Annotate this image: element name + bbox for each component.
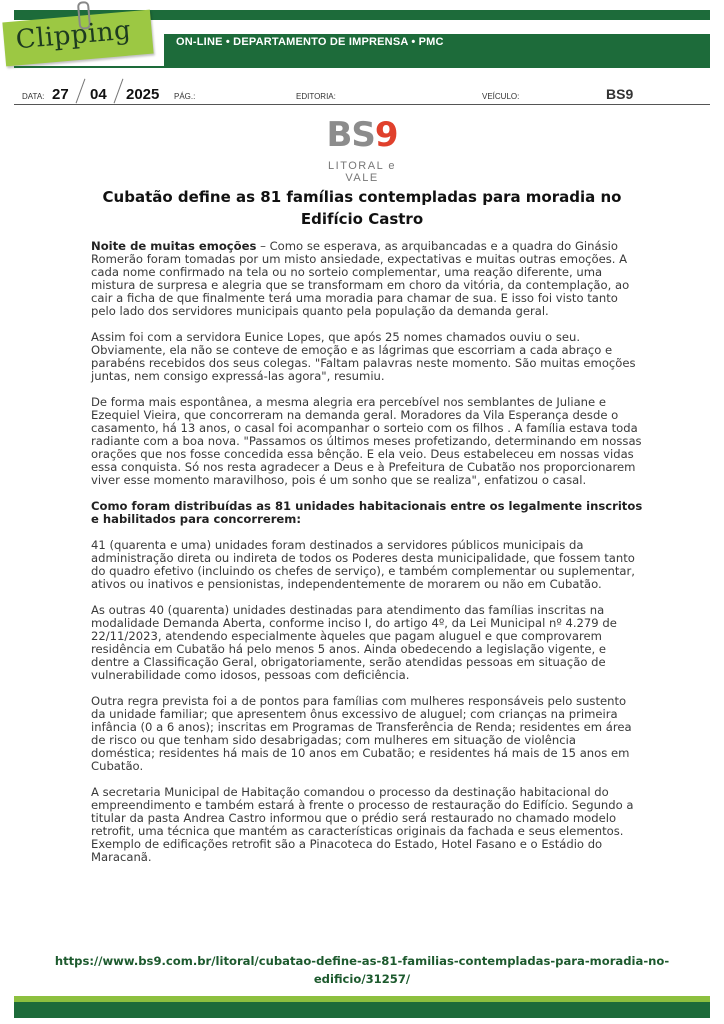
page-label: PÁG.: <box>174 92 196 101</box>
date-separator <box>114 79 124 104</box>
article-paragraph-3: De forma mais espontânea, a mesma alegria era percebível nos semblantes de Juliane e Ezequiel Vieira, que concorreram na demanda geral. Moradores da Vila Esperança desde o casamento, há 13 anos, o casal foi acompanhar o sorteio com os filhos . A família estava toda radiante com a boa nova. "Passamos os últimos meses profetizando, determinando em nossas orações que nos fosse concedida essa bênção. E ela veio. Deus estabeleceu em nossas vidas essa conquista. Só nos resta agradecer a Deus e à Prefeitura de Cubatão nos proporcionarem viver esse momento maravilhoso, pois é um sonho que se realiza", enfatizou o casal. <box>91 395 642 487</box>
footer-bar <box>14 1002 710 1018</box>
lead-bold: Noite de muitas emoções <box>91 239 257 253</box>
article-paragraph-4: 41 (quarenta e uma) unidades foram destinados a servidores públicos municipais da administração direta ou indireta de todos os Poderes desta municipalidade, que fossem tanto do quadro efetivo (incluindo os chefes de serviço), e também complementar ou suplementar, ativos ou inativos e pensionistas, independentemente de morarem ou não em Cubatão. <box>91 538 635 591</box>
header-divider <box>14 66 710 68</box>
logo-mark: BS9 <box>326 115 398 155</box>
meta-divider <box>14 104 710 105</box>
data-label: DATA: <box>22 92 45 101</box>
article-paragraph-6: Outra regra prevista foi a de pontos para famílias com mulheres responsáveis pelo sustento da unidade familiar; que apresentem ônus excessivo de aluguel; com crianças na primeira infância (0 a 6 anos); inscritas em Programas de Transferência de Renda; residentes em área de risco ou que tenham sido desabrigadas; com mulheres em situação de violência doméstica; residentes há mais de 10 anos em Cubatão; e residentes há mais de 15 anos em Cubatão. <box>91 694 632 773</box>
logo-tagline: LITORAL e VALE <box>328 160 396 184</box>
veiculo-label: VEÍCULO: <box>482 92 520 101</box>
date-year: 2025 <box>126 86 160 103</box>
article-paragraph-2: Assim foi com a servidora Eunice Lopes, que após 25 nomes chamados ouviu o seu. Obviamente, ela não se conteve de emoção e as lágrimas que escorriam a cada abraço e parabéns recebidos dos seus colegas. "Faltam palavras neste momento. São muitas emoções juntas, nem consigo expressá-las agora", resumiu. <box>91 330 636 383</box>
article-paragraph-5: As outras 40 (quarenta) unidades destinadas para atendimento das famílias inscritas na modalidade Demanda Aberta, conforme inciso I, do artigo 4º, da Lei Municipal nº 4.279 de 22/11/2023, atendendo especialmente àqueles que pagam aluguel e que comprovarem residência em Cubatão há pelo menos 5 anos. Ainda obedecendo a legislação vigente, e dentre a Classificação Geral, obrigatoriamente, serão atendidas pessoas em situação de vulnerabilidade como idosos, pessoas com deficiência. <box>91 603 617 682</box>
lead-text: – Como se esperava, as arquibancadas e a quadra do Ginásio Romerão foram tomadas por um misto ansiedade, expectativas e muitas outras emoções. A cada nome confirmado na tela ou no sorteio complementar, uma reação diferente, uma mistura de surpresa e alegria que se transformam em choro da vitória, da contemplação, ao cair a ficha de que finalmente terá uma moradia para chamar de sua. E isso foi visto tanto pelo lado dos servidores municipais quanto pela população da demanda geral. <box>91 239 630 318</box>
bs9-logo <box>312 115 412 184</box>
department-title: ON-LINE • DEPARTAMENTO DE IMPRENSA • PMC <box>176 36 444 48</box>
article-subheading: Como foram distribuídas as 81 unidades habitacionais entre os legalmente inscritos e habilitados para concorrerem: <box>91 499 643 526</box>
date-day: 27 <box>52 86 69 103</box>
source-url-link[interactable]: https://www.bs9.com.br/litoral/cubatao-define-as-81-familias-contempladas-para-moradia-no-edificio/31257/ <box>54 954 670 986</box>
veiculo-value: BS9 <box>606 86 634 102</box>
clipping-label: Clipping <box>14 15 133 56</box>
article-paragraph-7: A secretaria Municipal de Habitação comandou o processo da destinação habitacional do empreendimento e também estará à frente o processo de restauração do Edifício. Segundo a titular da pasta Andrea Castro informou que o prédio será restaurado no chamado modelo retrofit, uma técnica que mantém as características originais da fachada e seus elementos. Exemplo de edificações retrofit são a Pinacoteca do Estado, Hotel Fasano e o Estádio do Maracanã. <box>91 785 634 864</box>
article-paragraph-1 <box>91 240 643 318</box>
article-body <box>91 240 643 877</box>
date-month: 04 <box>90 86 107 103</box>
editoria-label: EDITORIA: <box>296 92 336 101</box>
meta-row <box>22 86 710 106</box>
article-headline: Cubatão define as 81 famílias contempladas para moradia no Edifício Castro <box>102 188 622 228</box>
date-separator <box>76 79 86 104</box>
